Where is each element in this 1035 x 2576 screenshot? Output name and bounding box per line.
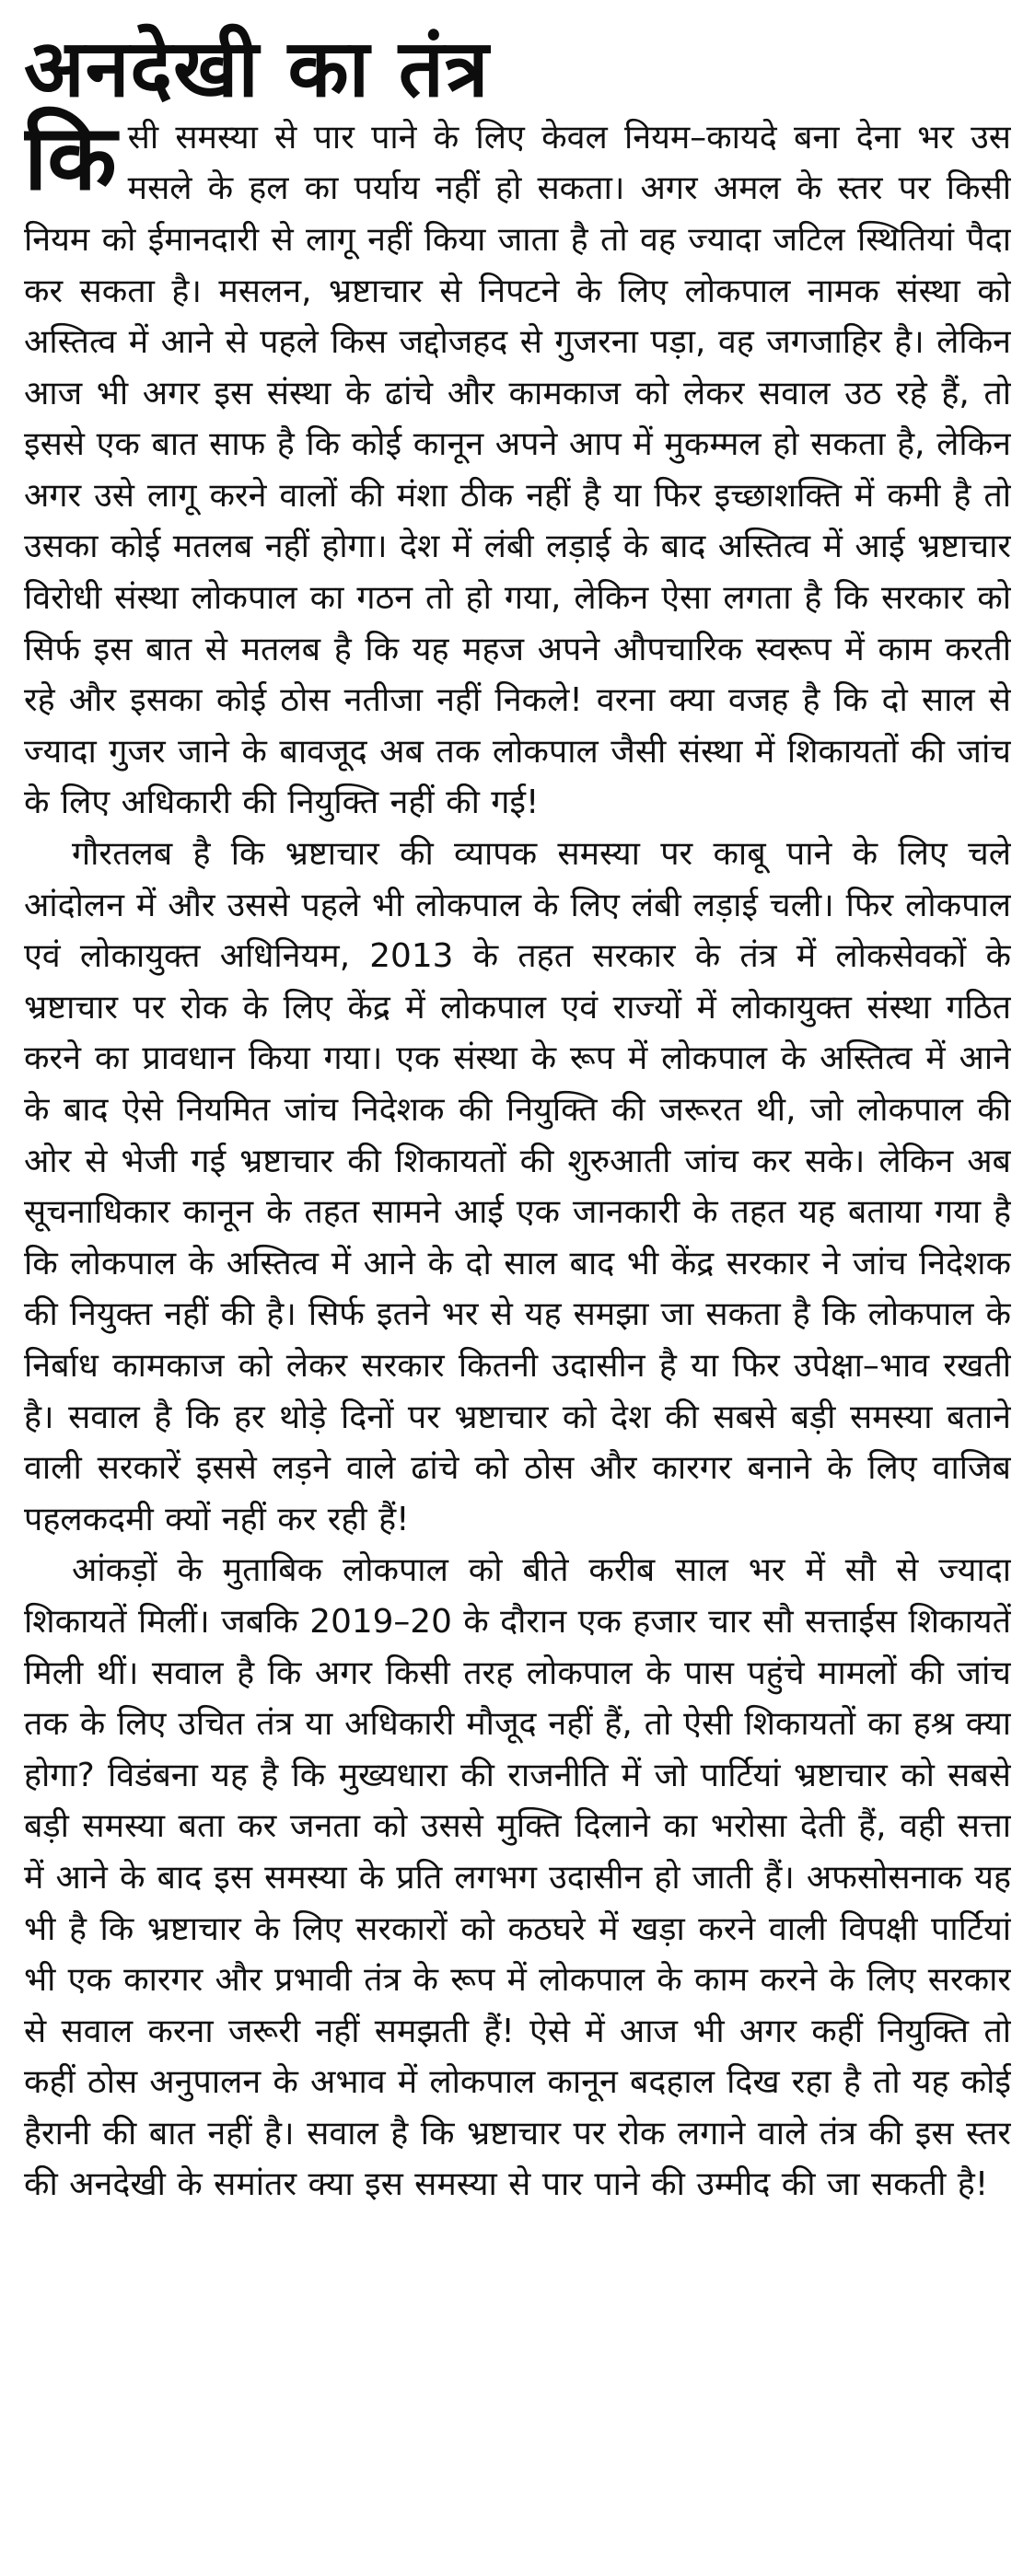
drop-cap: कि [24,105,117,211]
headline: अनदेखी का तंत्र [24,23,490,115]
editorial-article [24,0,1011,2576]
paragraph-2: गौरतलब है कि भ्रष्टाचार की व्यापक समस्या पर काबू पाने के लिए चले आंदोलन में और उससे पहले भी लोकपाल के लिए लंबी लड़ाई चली। फिर लोकपाल एवं लोकायुक्त अधिनियम, 2013 के तहत सरकार के तंत्र में लोकसेवकों के भ्रष्टाचार पर रोक के लिए केंद्र में लोकपाल एवं राज्यों में लोकायुक्त संस्था गठित करने का प्रावधान किया गया। एक संस्था के रूप में लोकपाल के अस्तित्व में आने के बाद ऐसे नियमित जांच निदेशक की नियुक्ति की जरूरत थी, जो लोकपाल की ओर से भेजी गई भ्रष्टाचार की शिकायतों की शुरुआती जांच कर सके। लेकिन अब सूचनाधिकार कानून के तहत सामने आई एक जानकारी के तहत यह बताया गया है कि लोकपाल के अस्तित्व में आने के दो साल बाद भी केंद्र सरकार ने जांच निदेशक की नियुक्त नहीं की है। सिर्फ इतने भर से यह समझा जा सकता है कि लोकपाल के निर्बाध कामकाज को लेकर सरकार कितनी उदासीन है या फिर उपेक्षा–भाव रखती है। सवाल है कि हर थोड़े दिनों पर भ्रष्टाचार को देश की सबसे बड़ी समस्या बताने वाली सरकारें इससे लड़ने वाले ढांचे को ठोस और कारगर बनाने के लिए वाजिब पहलकदमी क्यों नहीं कर रही हैं! [24,835,1011,1538]
paragraph-3: आंकड़ों के मुताबिक लोकपाल को बीते करीब साल भर में सौ से ज्यादा शिकायतें मिलीं। जबकि 2019–20 के दौरान एक हजार चार सौ सत्ताईस शिकायतें मिली थीं। सवाल है कि अगर किसी तरह लोकपाल के पास पहुंचे मामलों की जांच तक के लिए उचित तंत्र या अधिकारी मौजूद नहीं हैं, तो ऐसी शिकायतों का हश्र क्या होगा? विडंबना यह है कि मुख्यधारा की राजनीति में जो पार्टियां भ्रष्टाचार को सबसे बड़ी समस्या बता कर जनता को उससे मुक्ति दिलाने का भरोसा देती हैं, वही सत्ता में आने के बाद इस समस्या के प्रति लगभग उदासीन हो जाती हैं। अफसोसनाक यह भी है कि भ्रष्टाचार के लिए सरकारों को कठघरे में खड़ा करने वाली विपक्षी पार्टियां भी एक कारगर और प्रभावी तंत्र के रूप में लोकपाल के काम करने के लिए सरकार से सवाल करना जरूरी नहीं समझती हैं! ऐसे में आज भी अगर कहीं नियुक्ति तो कहीं ठोस अनुपालन के अभाव में लोकपाल कानून बदहाल दिख रहा है तो यह कोई हैरानी की बात नहीं है। सवाल है कि भ्रष्टाचार पर रोक लगाने वाले तंत्र की इस स्तर की अनदेखी के समांतर क्या इस समस्या से पार पाने की उम्मीद की जा सकती है! [24,1551,1011,2204]
paragraph-1-text: सी समस्या से पार पाने के लिए केवल नियम–कायदे बना देना भर उस मसले के हल का पर्याय नहीं हो सकता। अगर अमल के स्तर पर किसी नियम को ईमानदारी से लागू नहीं किया जाता है तो वह ज्यादा जटिल स्थितियां पैदा कर सकता है। मसलन, भ्रष्टाचार से निपटने के लिए लोकपाल नामक संस्था को अस्तित्व में आने से पहले किस जद्दोजहद से गुजरना पड़ा, वह जगजाहिर है। लेकिन आज भी अगर इस संस्था के ढांचे और कामकाज को लेकर सवाल उठ रहे हैं, तो इससे एक बात साफ है कि कोई कानून अपने आप में मुकम्मल हो सकता है, लेकिन अगर उसे लागू करने वालों की मंशा ठीक नहीं है या फिर इच्छाशक्ति में कमी है तो उसका कोई मतलब नहीं होगा। देश में लंबी लड़ाई के बाद अस्तित्व में आई भ्रष्टाचार विरोधी संस्था लोकपाल का गठन तो हो गया, लेकिन ऐसा लगता है कि सरकार को सिर्फ इस बात से मतलब है कि यह महज अपने औपचारिक स्वरूप में काम करती रहे और इसका कोई ठोस नतीजा नहीं निकले! वरना क्या वजह है कि दो साल से ज्यादा गुजर जाने के बावजूद अब तक लोकपाल जैसी संस्था में शिकायतों की जांच के लिए अधिकारी की नियुक्ति नहीं की गई! [24,118,1011,822]
paragraph-1 [24,105,1011,829]
